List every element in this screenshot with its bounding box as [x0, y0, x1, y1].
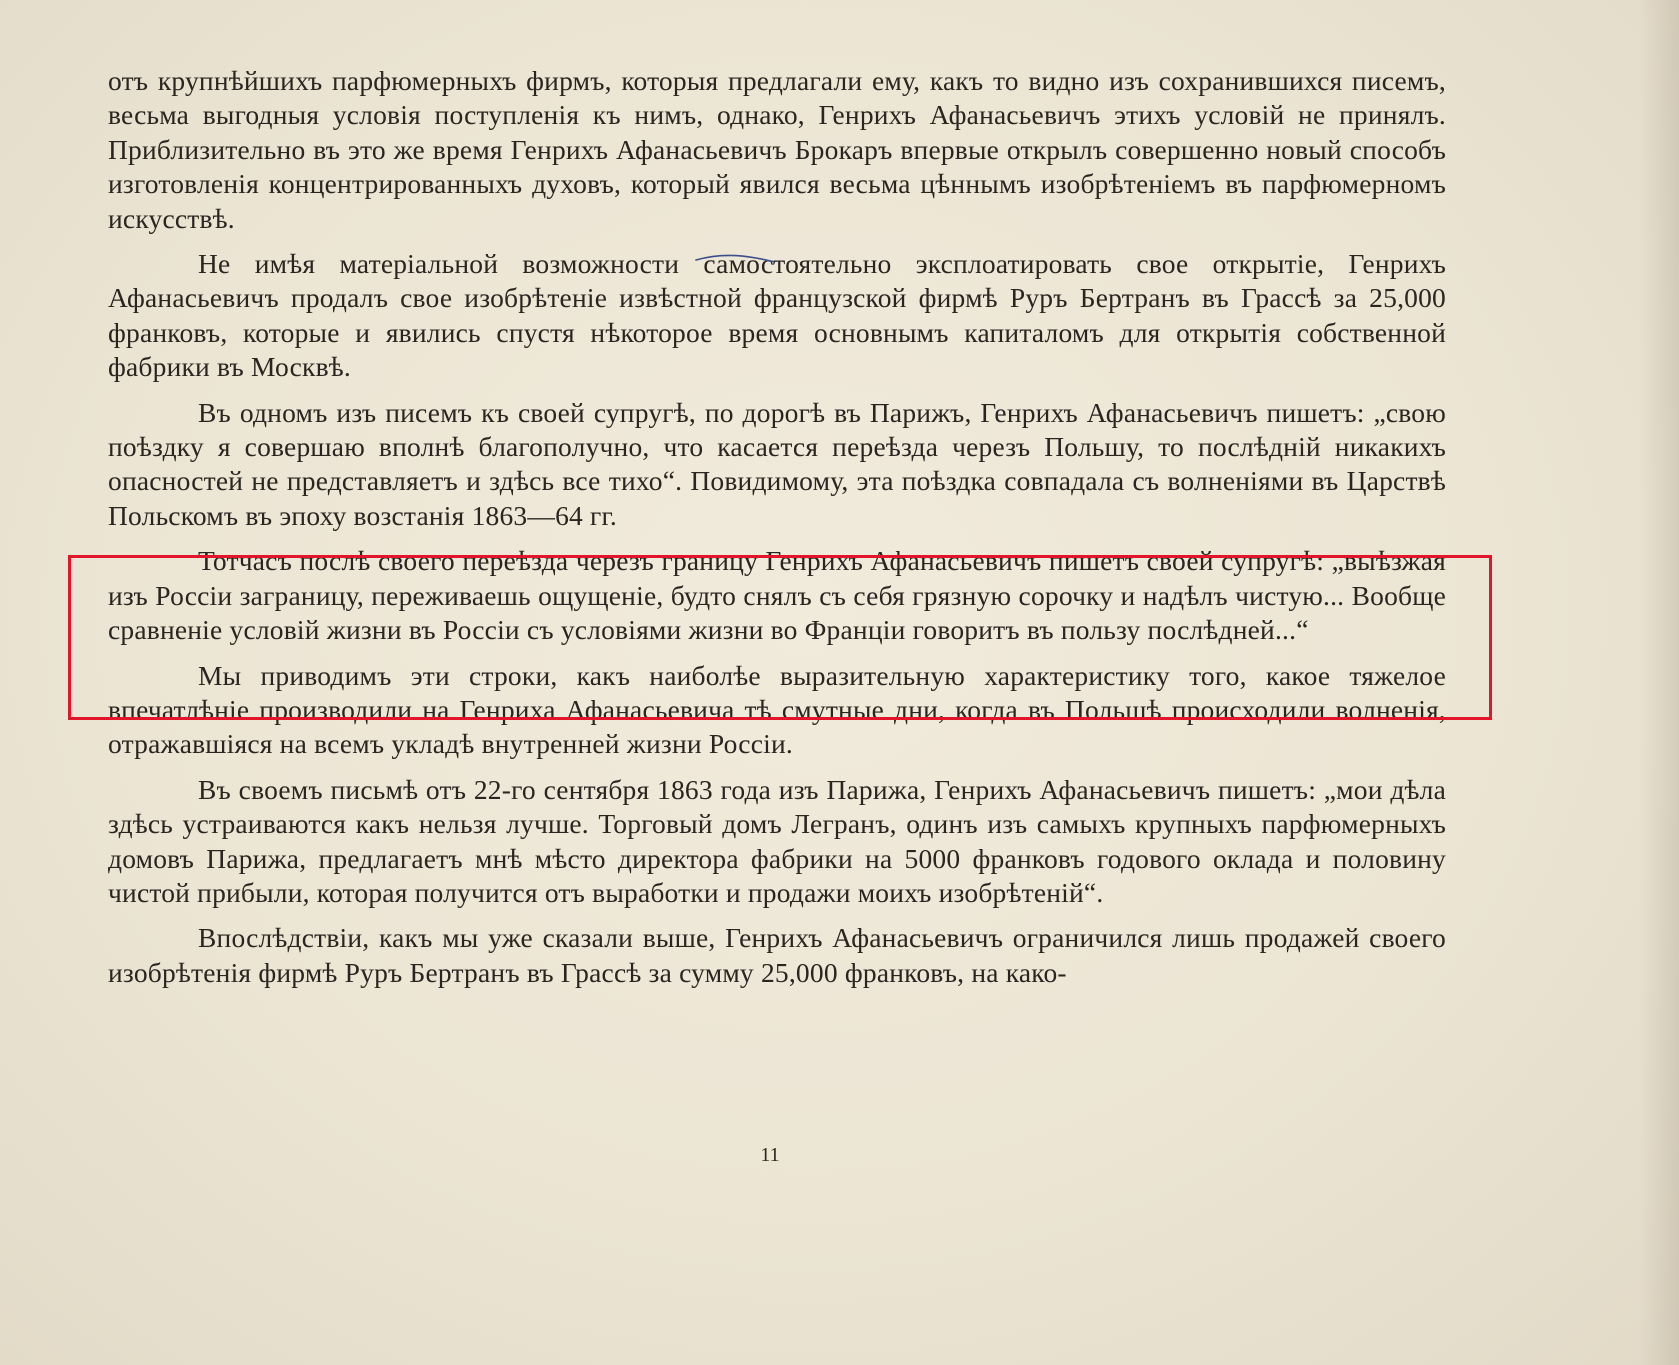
paragraph-6: Въ своемъ письмѣ отъ 22-го сентября 1863 года изъ Парижа, Генрихъ Афанасьевичъ пишетъ: „мои дѣла здѣсь устраиваются какъ нельзя лучше. Торговый домъ Легранъ, одинъ изъ самыхъ крупныхъ парфюмерныхъ домовъ Парижа, предлагаетъ мнѣ мѣсто директора фабрики на 5000 франковъ годового оклада и половину чистой прибыли, которая получится отъ выработки и продажи моихъ изобрѣтеній“.	[108, 773, 1446, 908]
paragraph-1: отъ крупнѣйшихъ парфюмерныхъ фирмъ, которыя предлагали ему, какъ то видно изъ сохранившихся писемъ, весьма выгодныя условія поступленія къ нимъ, однако, Генрихъ Афанасьевичъ этихъ условій не принялъ. Приблизительно въ это же время Генрихъ Афанасьевичъ Брокаръ впервые открылъ совершенно новый способъ изготовленія концентрированныхъ духовъ, который явился весьма цѣннымъ изобрѣтеніемъ въ парфюмерномъ искусствѣ.	[108, 65, 1446, 234]
page-number: 11	[760, 1144, 780, 1166]
paragraph-2: Не имѣя матеріальной возможности самостоятельно эксплоатировать свое открытіе, Генрихъ Афанасьевичъ продалъ свое изобрѣтеніе извѣстной французской фирмѣ Руръ Бертранъ въ Грассѣ за 25,000 франковъ, которые и явились спустя нѣкоторое время основнымъ капиталомъ для открытія собственной фабрики въ Москвѣ.	[108, 248, 1446, 383]
paragraph-4-highlighted: Тотчасъ послѣ своего переѣзда черезъ границу Генрихъ Афанасьевичъ пишетъ своей супругѣ: „выѣзжая изъ Россіи заграницу, переживаешь ощущеніе, будто снялъ съ себя грязную сорочку и надѣлъ чистую... Вообще сравненіе условій жизни въ Россіи съ условіями жизни во Франціи говоритъ въ пользу послѣдней...“	[108, 545, 1446, 646]
paragraph-7: Впослѣдствіи, какъ мы уже сказали выше, Генрихъ Афанасьевичъ ограничился лишь продажей своего изобрѣтенія фирмѣ Руръ Бертранъ въ Грассѣ за сумму 25,000 франковъ, на како-	[108, 922, 1446, 988]
pen-stroke-mark	[694, 252, 774, 266]
page-text	[108, 64, 1446, 1001]
paragraph-5: Мы приводимъ эти строки, какъ наиболѣе выразительную характеристику того, какое тяжелое впечатлѣніе производили на Генриха Афанасьевича тѣ смутные дни, когда въ Польшѣ происходили волненія, отражавшіяся на всемъ укладѣ внутренней жизни Россіи.	[108, 659, 1446, 760]
paragraph-3: Въ одномъ изъ писемъ къ своей супругѣ, по дорогѣ въ Парижъ, Генрихъ Афанасьевичъ пишетъ: „свою поѣздку я совершаю вполнѣ благополучно, что касается переѣзда черезъ Польшу, то послѣдній никакихъ опасностей не представляетъ и здѣсь все тихо“. Повидимому, эта поѣздка совпадала съ волненіями въ Царствѣ Польскомъ въ эпоху возстанія 1863—64 гг.	[108, 396, 1446, 531]
